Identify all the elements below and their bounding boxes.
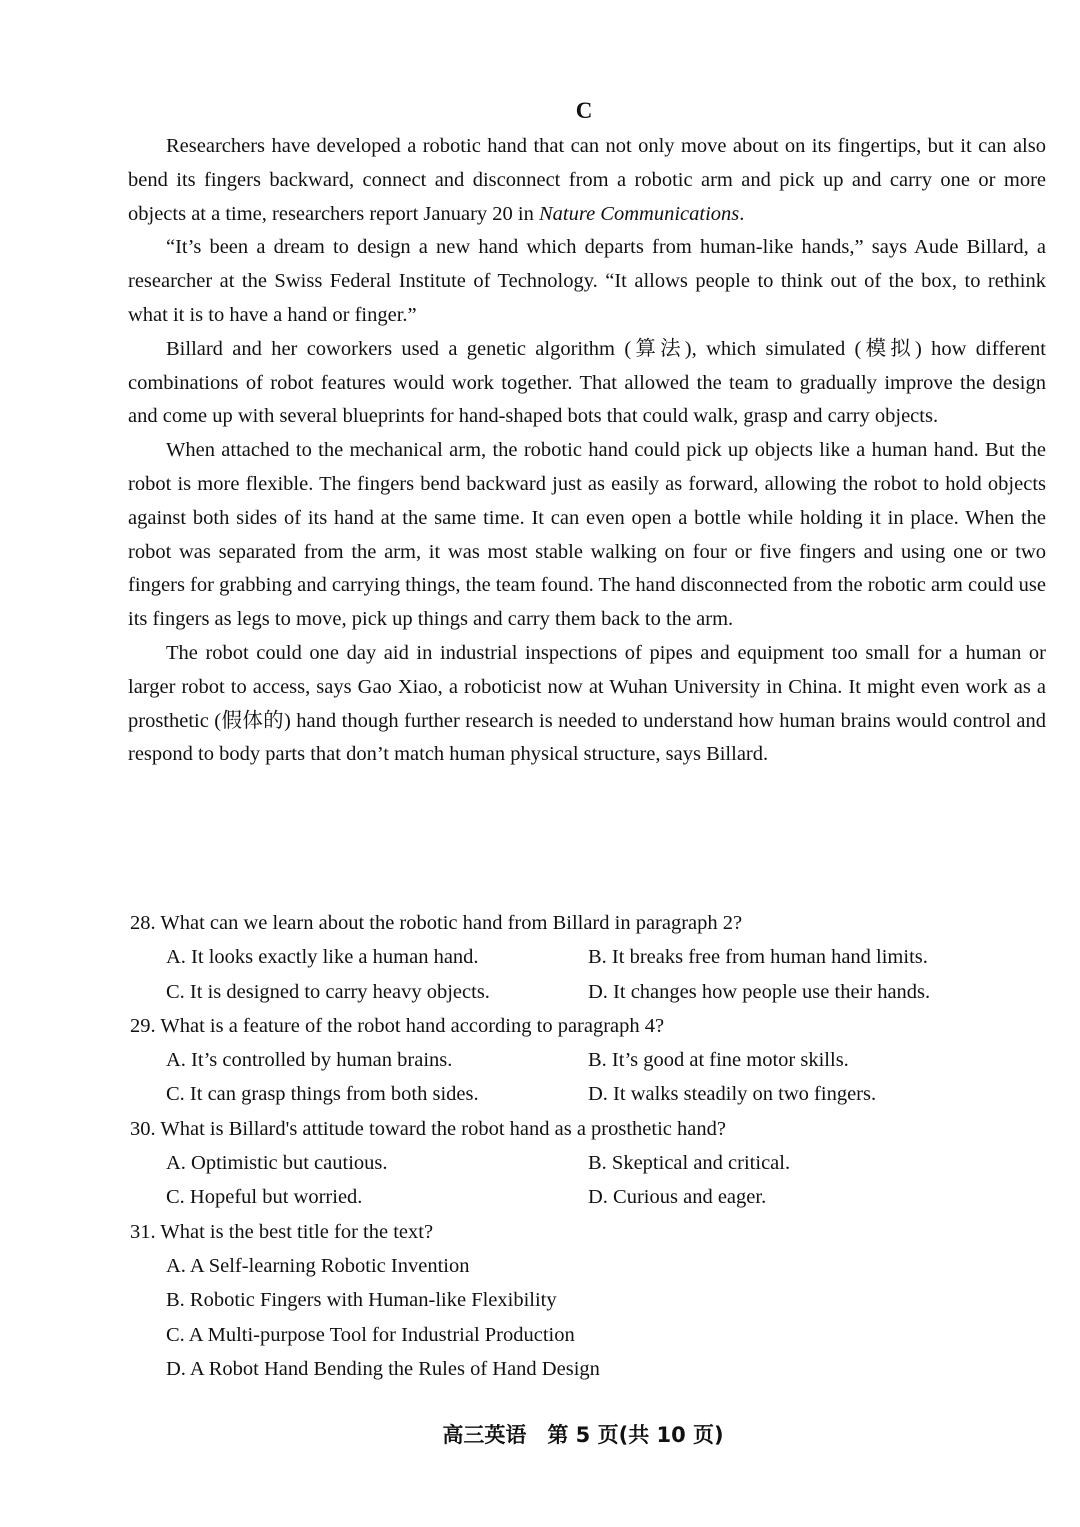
page-footer: 高三英语 第 5 页(共 10 页): [442, 1423, 724, 1447]
option-b: B. It’s good at fine motor skills.: [588, 1049, 849, 1072]
question-stem: 29. What is a feature of the robot hand according to paragraph 4?: [130, 1014, 665, 1037]
paragraph-3: Billard and her coworkers used a genetic algorithm (算法), which simulated (模拟) how different combinations of robot features would work together. That allowed the team to gradually improve the design and come up with several blueprints for hand-shaped bots that could walk, grasp and carry objects.: [128, 337, 1046, 428]
paragraph-2: “It’s been a dream to design a new hand which departs from human-like hands,” says Aude Billard, a researcher at the Swiss Federal Institute of Technology. “It allows people to think out of the box, to rethink what it is to have a hand or finger.”: [128, 236, 1046, 326]
option-d: D. It changes how people use their hands.: [588, 980, 931, 1003]
option-d: D. It walks steadily on two fingers.: [588, 1083, 877, 1106]
question-stem: 31. What is the best title for the text?: [130, 1220, 434, 1243]
paragraph-1-text: Researchers have developed a robotic hand that can not only move about on its fingertips, but it can also bend its fingers backward, connect and disconnect from a robotic arm and pick up and carry one or more objects at a time, researchers report January 20 in: [128, 135, 1046, 225]
journal-name: Nature Communications: [538, 202, 740, 225]
option-d: D. A Robot Hand Bending the Rules of Hand Design: [166, 1357, 600, 1380]
option-row: [130, 1146, 1046, 1180]
option-a: A. It’s controlled by human brains.: [166, 1049, 453, 1072]
option-a: A. A Self-learning Robotic Invention: [166, 1254, 470, 1277]
option-c: C. Hopeful but worried.: [166, 1186, 363, 1209]
question-29: [130, 1009, 1046, 1112]
paragraph-1: [128, 130, 1046, 231]
option-c: C. It can grasp things from both sides.: [166, 1083, 479, 1106]
question-stem: 28. What can we learn about the robotic hand from Billard in paragraph 2?: [130, 912, 743, 934]
question-list: [130, 906, 1046, 1386]
section-heading: C: [575, 98, 593, 123]
option-row: [130, 1180, 1046, 1214]
option-b: B. Skeptical and critical.: [588, 1152, 791, 1175]
option-b: B. It breaks free from human hand limits.: [588, 946, 928, 969]
question-28: [130, 906, 1046, 1009]
paragraph-5: The robot could one day aid in industrial inspections of pipes and equipment too small for a human or larger robot to access, says Gao Xiao, a roboticist now at Wuhan University in China. It might even work as a prosthetic (假体的) hand though further research is needed to understand how human brains would control and respond to body parts that don’t match human physical structure, says Billard.: [128, 641, 1046, 766]
option-c: C. A Multi-purpose Tool for Industrial Production: [166, 1323, 575, 1346]
question-31: [130, 1215, 1046, 1386]
paragraph-1-end: .: [739, 202, 745, 225]
reading-passage: [128, 130, 1046, 772]
question-stem: 30. What is Billard's attitude toward the robot hand as a prosthetic hand?: [130, 1117, 726, 1140]
question-30: [130, 1112, 1046, 1215]
option-row: [130, 1043, 1046, 1077]
option-row: [130, 940, 1046, 974]
option-row: [130, 975, 1046, 1009]
option-b: B. Robotic Fingers with Human-like Flexibility: [166, 1289, 557, 1312]
option-d: D. Curious and eager.: [588, 1186, 767, 1209]
paragraph-4: When attached to the mechanical arm, the robotic hand could pick up objects like a human hand. But the robot is more flexible. The fingers bend backward just as easily as forward, allowing the robot to hold objects against both sides of its hand at the same time. It can even open a bottle while holding it in place. When the robot was separated from the arm, it was most stable walking on four or five fingers and using one or two fingers for grabbing and carrying things, the team found. The hand disconnected from the robotic arm could use its fingers as legs to move, pick up things and carry them back to the arm.: [128, 439, 1046, 631]
option-c: C. It is designed to carry heavy objects.: [166, 980, 490, 1003]
option-a: A. It looks exactly like a human hand.: [166, 946, 479, 969]
option-a: A. Optimistic but cautious.: [166, 1152, 388, 1175]
option-row: [130, 1077, 1046, 1111]
